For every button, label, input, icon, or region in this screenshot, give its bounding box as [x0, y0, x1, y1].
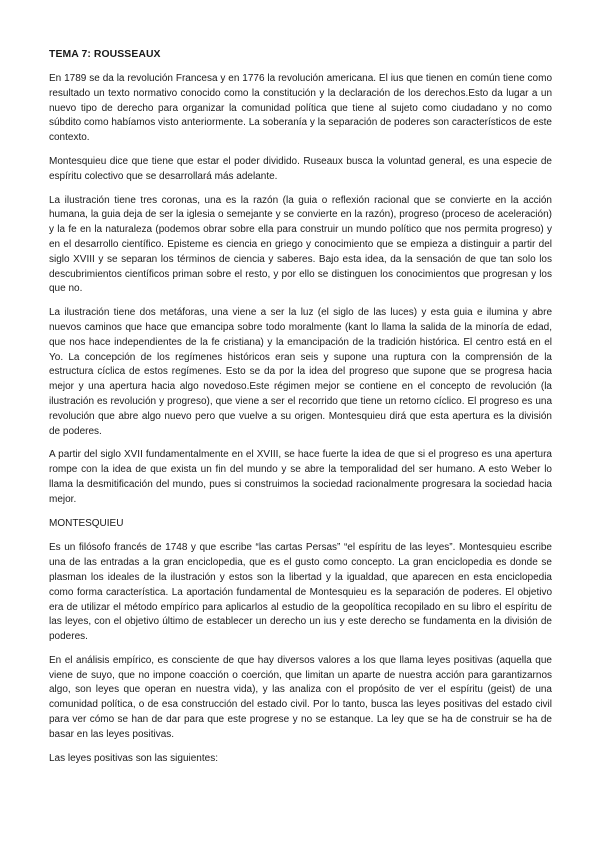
document-content [49, 49, 552, 775]
section-heading-montesquieu: MONTESQUIEU [49, 517, 124, 529]
paragraph-two-metaphors: La ilustración tiene dos metáforas, una viene a ser la luz (el siglo de las luces) y esta guia e ilumina y abre nuevos caminos que hace que emancipa sobre todo moralmente (kant lo llama la salida de la minoría de edad, que nos hace independientes de la fe cristiana) y la emancipación de la tradición histórica. El centro está en el Yo. La concepción de los regímenes históricos eran seis y supone una ruptura con la comprensión de la estructura cíclica de estos regímenes. Esto se da por la idea del progreso que supone que se progresa hacia mejor y una apertura hacia algo novedoso.Este régimen mejor se contiene en el concepto de revolución (la ilustración es revolución y progreso), que viene a ser el recorrido que tiene un retorno cíclico. El progreso es una revolución que abre algo nuevo pero que vuelve a su origen. Montesquieu dirá que esta apertura es la división de poderes. [49, 307, 552, 437]
paragraph-xvii-century: A partir del siglo XVII fundamentalmente en el XVIII, se hace fuerte la idea de que si el progreso es una apertura rompe con la idea de que exista un fin del mundo y se abre la temporalidad del ser humano. A esto Weber lo llama la desmitificación del mundo, pues si construimos la sociedad racionalmente progresara la sociedad hacia mejor. [49, 449, 552, 505]
paragraph-montesquieu-ruseaux: Montesquieu dice que tiene que estar el poder dividido. Ruseaux busca la voluntad general, es una especie de espíritu colectivo que se desarrollará más adelante. [49, 155, 552, 182]
page-title: TEMA 7: ROUSSEAUX [49, 49, 161, 60]
paragraph-positive-laws-intro: Las leyes positivas son las siguientes: [49, 752, 218, 764]
paragraph-philosopher: Es un filósofo francés de 1748 y que escribe “las cartas Persas” “el espíritu de las leyes”. Montesquieu escribe una de las entradas a la gran enciclopedia, que es el gusto como concepto. La gran enciclopedia es donde se plasman los ideales de la ilustración y estos son la libertad y la igualdad, que aparecen en esta enciclopedia como forma característica. La aportación fundamental de Montesquieu es la separación de poderes. El objetivo era de utilizar el método empírico para aplicarlos al estudio de la geopolítica recopilado en su libro el espíritu de las leyes, con el objetivo último de establecer un derecho un ius y este derecho se fundamenta en la división de poderes. [49, 542, 552, 643]
paragraph-revolutions: En 1789 se da la revolución Francesa y en 1776 la revolución americana. El ius que tienen en común tiene como resultado un texto normativo conocido como la constitución y la declaración de los derechos.Esto da lugar a un nuevo tipo de derecho para organizar la comunidad política que tiene al sujeto como ciudadano y no como súbdito como habíamos visto anteriormente. La soberanía y la separación de poderes son característicos de este contexto. [49, 73, 552, 144]
paragraph-three-crowns: La ilustración tiene tres coronas, una es la razón (la guia o reflexión racional que se convierte en la acción humana, la guia deja de ser la iglesia o semejante y se convierte en la razón), progreso (proceso de aceleración) y la fe en la naturaleza (podemos obrar sobre ella para construir un mundo político que nos permita progreso) y en el desarrollo científico. Episteme es ciencia en griego y conocimiento que se empieza a distinguir a partir del siglo XVIII y se separan los términos de ciencia y saberes. Bajo esta idea, da la sensación de que tan solo los descubrimientos científicos priman sobre el resto, y por ello se distinguen los conocimientos que progresan y los que no. [49, 194, 552, 295]
paragraph-empirical-analysis: En el análisis empírico, es consciente de que hay diversos valores a los que llama leyes positivas (aquella que viene de suyo, que no impone coacción o coerción, que limitan un aparte de nuestra acción para garantizarnos algo, son leyes que operan en nuestra vida), y las analiza con el propósito de ver el espíritu (geist) de una comunidad política, o de esa construcción del estado civil. Por lo tanto, busca las leyes positivas del estado civil para ver cómo se han de dar para que este progrese y no se estanque. La ley que se ha de construir se ha de basar en las leyes positivas. [49, 654, 552, 740]
